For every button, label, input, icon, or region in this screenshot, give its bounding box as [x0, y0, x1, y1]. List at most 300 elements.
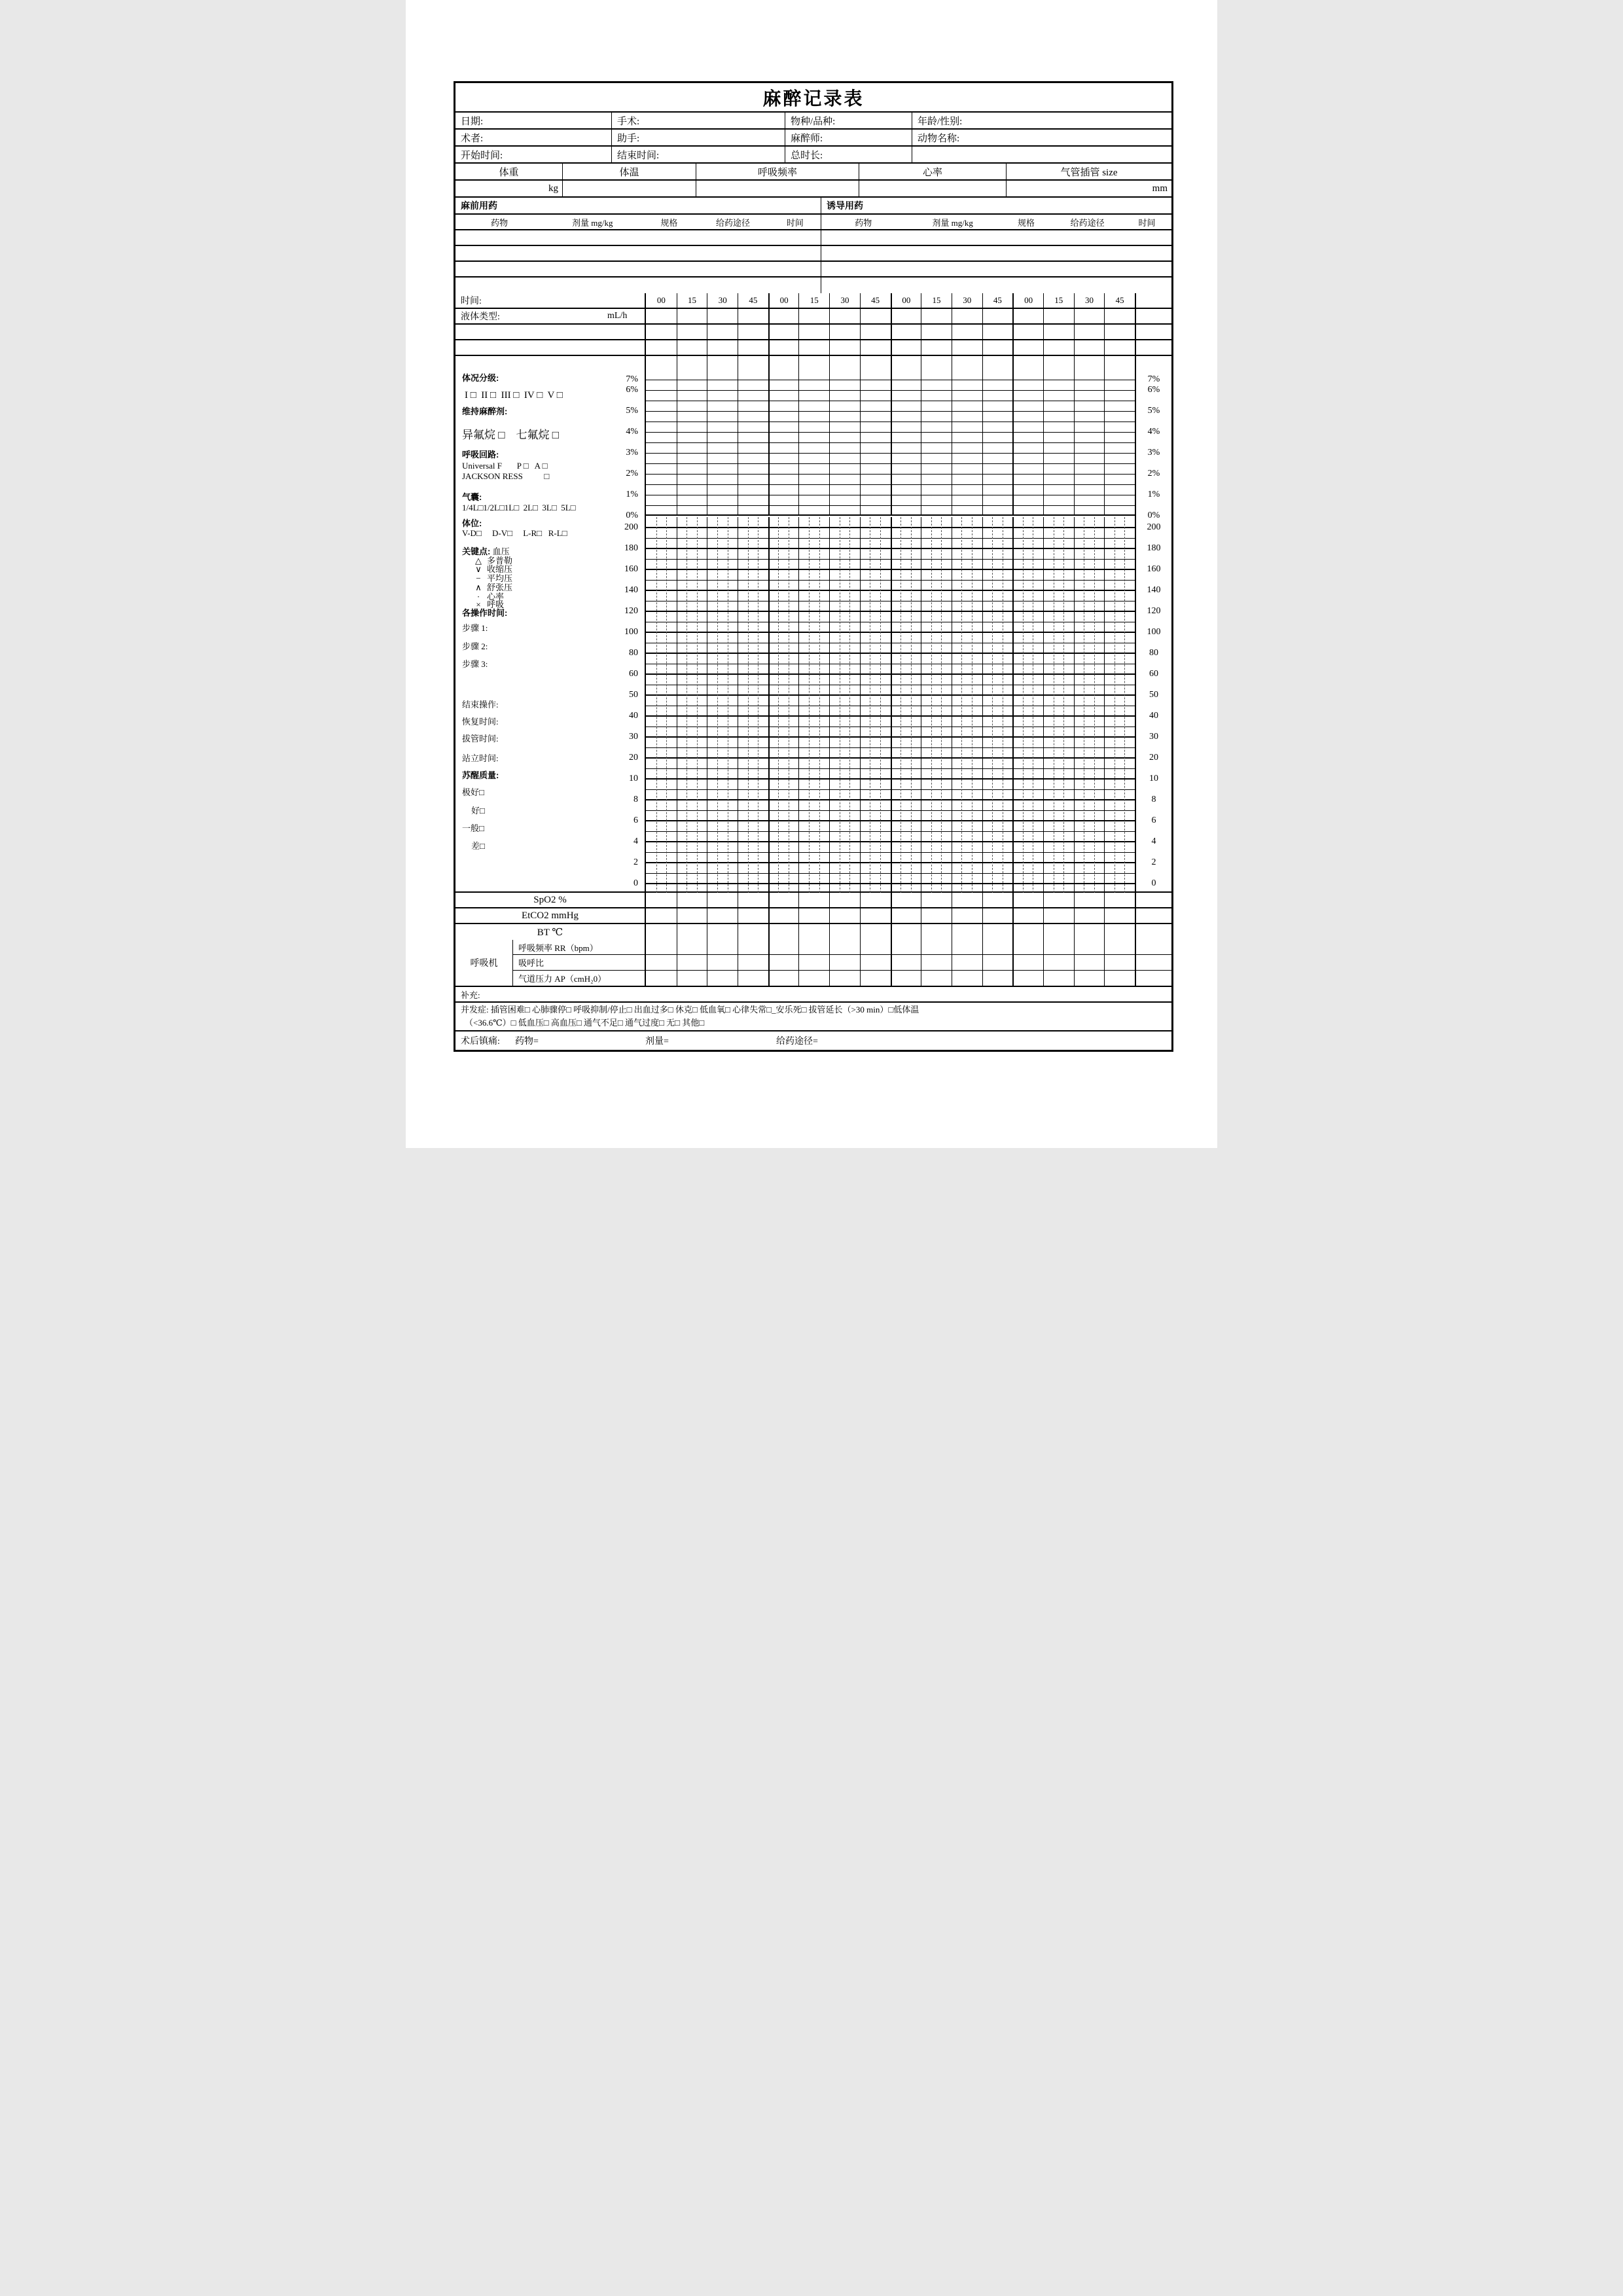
number-scale-label: 40 — [629, 711, 638, 721]
monitor-cell[interactable] — [1104, 924, 1135, 940]
grid-cell[interactable] — [1135, 325, 1171, 339]
ventilator-cell[interactable] — [952, 971, 982, 986]
monitor-cell[interactable] — [677, 908, 707, 923]
number-scale-label: 0 — [1151, 878, 1156, 888]
ventilator-cell[interactable] — [1043, 955, 1074, 969]
grid-cell[interactable] — [798, 325, 829, 339]
info-cell[interactable] — [455, 113, 612, 128]
ventilator-cell[interactable] — [982, 955, 1013, 969]
grid-cell[interactable] — [860, 356, 891, 372]
monitor-cell[interactable] — [1104, 908, 1135, 923]
grid-cell[interactable] — [738, 325, 768, 339]
med-column-label: 给药途径 — [716, 217, 751, 228]
grid-cell[interactable] — [798, 340, 829, 355]
info-cell[interactable] — [785, 130, 912, 145]
ventilator-cell[interactable] — [1135, 940, 1171, 954]
monitor-cell[interactable] — [738, 908, 768, 923]
left-panel-item-label: 站立时间: — [462, 753, 499, 763]
monitor-cell[interactable] — [707, 908, 738, 923]
legend-symbol: − — [476, 573, 481, 583]
fluid-label: 液体类型: — [461, 312, 500, 322]
monitor-cell[interactable] — [1074, 893, 1105, 907]
grid-line-vertical — [1012, 517, 1014, 893]
monitor-cell[interactable] — [921, 924, 952, 940]
monitor-cell[interactable] — [738, 924, 768, 940]
number-scale-label: 4 — [1151, 836, 1156, 846]
fluid-cell[interactable] — [1135, 309, 1171, 323]
monitor-cell[interactable] — [677, 924, 707, 940]
monitor-cell[interactable] — [860, 908, 891, 923]
left-panel-item-label: 收缩压 — [487, 564, 513, 574]
grid-cell[interactable] — [1043, 356, 1074, 372]
ventilator-cell[interactable] — [646, 971, 677, 986]
number-scale-label: 200 — [1147, 522, 1161, 532]
grid-cell[interactable] — [1135, 356, 1171, 372]
monitor-cell[interactable] — [829, 908, 860, 923]
time-cell: 00 — [768, 293, 799, 308]
info-label: 动物名称: — [918, 133, 960, 144]
vitals-unit-cell[interactable]: kg — [455, 181, 563, 196]
five-minute-dashed-line — [911, 517, 912, 893]
ventilator-cell[interactable] — [1135, 955, 1171, 969]
monitor-cell[interactable] — [1012, 924, 1043, 940]
med-columns-half — [821, 215, 1171, 229]
monitor-cell[interactable] — [1074, 924, 1105, 940]
grid-cell[interactable] — [952, 340, 982, 355]
monitor-cell[interactable] — [677, 893, 707, 907]
grid-cell[interactable] — [646, 356, 677, 372]
monitor-label-cell: EtCO2 mmHg — [455, 908, 646, 923]
grid-cell[interactable] — [707, 325, 738, 339]
grid-cell[interactable] — [1074, 340, 1105, 355]
grid-cell[interactable] — [677, 356, 707, 372]
complications-row[interactable] — [455, 1003, 1171, 1031]
five-minute-dashed-line — [1124, 517, 1125, 893]
left-panel-item-label: 好□ — [471, 806, 485, 816]
ventilator-cell[interactable] — [1074, 971, 1105, 986]
left-panel-item-label: 异氟烷 □ 七氟烷 □ — [462, 429, 560, 441]
supplement-row[interactable] — [455, 987, 1171, 1003]
fluid-cell[interactable] — [829, 309, 860, 323]
fluid-cell[interactable] — [1043, 309, 1074, 323]
monitor-cell[interactable] — [829, 893, 860, 907]
info-cell[interactable] — [785, 147, 912, 162]
left-panel-item — [462, 518, 482, 528]
ventilator-cell[interactable] — [1135, 971, 1171, 986]
left-panel-item — [462, 770, 499, 780]
postop-drug-field[interactable]: 药物= — [515, 1037, 539, 1047]
fluid-entry-row — [455, 340, 1171, 356]
left-panel-item-label: 舒张压 — [487, 583, 513, 592]
left-panel-item-label: JACKSON RESS □ — [462, 471, 550, 481]
grid-cell[interactable] — [707, 340, 738, 355]
vitals-header-cell: 心率 — [859, 164, 1007, 179]
monitor-cell[interactable] — [768, 924, 799, 940]
fluid-cell[interactable] — [982, 309, 1013, 323]
percent-scale-label: 2% — [1147, 469, 1160, 478]
grid-line-vertical — [860, 517, 861, 893]
medication-columns-row — [455, 215, 1171, 230]
ventilator-cell[interactable] — [952, 940, 982, 954]
fluid-cell[interactable] — [952, 309, 982, 323]
ventilator-cell[interactable] — [921, 940, 952, 954]
left-panel-item[interactable] — [462, 528, 567, 538]
grid-cell[interactable] — [738, 356, 768, 372]
postop-route-field[interactable]: 给药途径= — [776, 1037, 818, 1047]
monitor-cell[interactable] — [921, 893, 952, 907]
left-panel-item[interactable] — [462, 787, 484, 797]
grid-line-vertical — [1104, 517, 1105, 893]
grid-cell[interactable] — [1074, 325, 1105, 339]
time-cell — [1135, 293, 1171, 308]
ventilator-cell[interactable] — [860, 940, 891, 954]
monitor-cell[interactable] — [982, 908, 1013, 923]
grid-cell[interactable] — [677, 340, 707, 355]
monitor-cell[interactable] — [738, 893, 768, 907]
grid-cell[interactable] — [768, 325, 799, 339]
fluid-entry-rows — [455, 325, 1171, 372]
fluid-cell[interactable] — [860, 309, 891, 323]
left-panel-item[interactable] — [465, 391, 563, 401]
info-cell[interactable] — [612, 113, 785, 128]
info-cell[interactable] — [455, 147, 612, 162]
ventilator-cell[interactable] — [738, 940, 768, 954]
monitor-cell[interactable] — [860, 924, 891, 940]
left-panel-item — [462, 623, 488, 633]
ventilator-cell[interactable] — [1104, 940, 1135, 954]
left-panel-item[interactable] — [462, 430, 559, 440]
ventilator-cell[interactable] — [646, 940, 677, 954]
monitor-cell[interactable] — [798, 924, 829, 940]
info-cell[interactable] — [612, 130, 785, 145]
monitor-cell[interactable] — [707, 893, 738, 907]
five-minute-dashed-line — [666, 517, 667, 893]
med-column-label: 规格 — [1017, 217, 1035, 228]
grid-cell[interactable] — [982, 340, 1013, 355]
fluid-cell[interactable] — [1104, 309, 1135, 323]
fluid-cell[interactable] — [1074, 309, 1105, 323]
ventilator-cell[interactable] — [1012, 940, 1043, 954]
number-scale-label: 140 — [1147, 585, 1161, 595]
med-column-label: 剂量 mg/kg — [571, 217, 613, 228]
monitor-cell[interactable] — [646, 924, 677, 940]
grid-cell[interactable] — [891, 356, 921, 372]
monitor-cell[interactable] — [1135, 893, 1171, 907]
grid-cell[interactable] — [829, 356, 860, 372]
info-cell[interactable] — [912, 147, 1171, 162]
vitals-unit-cell[interactable]: mm — [1152, 183, 1168, 194]
ventilator-cell[interactable] — [738, 971, 768, 986]
time-cell: 45 — [860, 293, 891, 308]
monitor-cell[interactable] — [707, 924, 738, 940]
postop-analgesia-row[interactable] — [455, 1031, 1171, 1050]
grid-cell[interactable] — [982, 356, 1013, 372]
ventilator-cell[interactable] — [921, 971, 952, 986]
monitor-cell[interactable] — [1135, 924, 1171, 940]
time-cell: 30 — [829, 293, 860, 308]
grid-cell[interactable] — [1104, 340, 1135, 355]
left-panel-item — [462, 373, 499, 383]
vitals-unit-cell[interactable] — [859, 181, 1007, 196]
ventilator-cell[interactable] — [646, 955, 677, 969]
grid-cell[interactable] — [677, 325, 707, 339]
monitor-cell[interactable] — [1043, 893, 1074, 907]
fluid-cell[interactable] — [677, 309, 707, 323]
monitor-cell[interactable] — [768, 893, 799, 907]
fluid-entry-label-cell[interactable] — [455, 356, 646, 372]
ventilator-cell[interactable] — [1074, 940, 1105, 954]
grid-cell[interactable] — [738, 340, 768, 355]
monitor-cell[interactable] — [982, 924, 1013, 940]
medication-section-titles — [455, 198, 1171, 215]
ventilator-cell[interactable] — [891, 955, 921, 969]
left-panel-item-label: 呼吸回路: — [462, 450, 499, 459]
left-panel-item[interactable] — [462, 471, 549, 481]
grid-cell[interactable] — [1012, 340, 1043, 355]
info-label: 总时长: — [791, 150, 823, 161]
complications-line1[interactable]: 并发症: 插管困难□ 心肺骤停□ 呼吸抑制/停止□ 出血过多□ 休克□ 低血氧□ 心律失常□_安乐死□ 拔管延长（>30 min）□低体温 — [461, 1005, 919, 1014]
info-cell[interactable] — [455, 130, 612, 145]
number-scale-label: 2 — [1151, 857, 1156, 867]
monitor-cell[interactable] — [921, 908, 952, 923]
grid-line-vertical — [1012, 372, 1014, 514]
monitor-cell[interactable] — [798, 908, 829, 923]
fluid-cell[interactable] — [798, 309, 829, 323]
grid-cell[interactable] — [891, 340, 921, 355]
med-column-label: 给药途径 — [1070, 217, 1105, 228]
monitor-cell[interactable] — [952, 893, 982, 907]
fluid-cell[interactable] — [768, 309, 799, 323]
grid-cell[interactable] — [1104, 325, 1135, 339]
left-panel-item-label: 步骤 2: — [462, 641, 488, 651]
ventilator-cell[interactable] — [982, 971, 1013, 986]
ventilator-cell[interactable] — [829, 971, 860, 986]
info-label: 结束时间: — [617, 150, 660, 161]
left-panel-item[interactable] — [462, 823, 484, 833]
percent-scale-label: 5% — [1147, 406, 1160, 416]
fluid-cell[interactable] — [646, 309, 677, 323]
five-minute-dashed-line — [809, 517, 810, 893]
number-scale-label: 60 — [629, 669, 638, 679]
monitor-cell[interactable] — [1012, 908, 1043, 923]
scanned-page — [406, 0, 1217, 1148]
ventilator-cell[interactable] — [1043, 971, 1074, 986]
ventilator-cell[interactable] — [798, 955, 829, 969]
left-panel-item-label: 步骤 1: — [462, 623, 488, 633]
grid-cell[interactable] — [798, 356, 829, 372]
med-entry-cell-left[interactable] — [455, 246, 821, 260]
left-panel-item-label: 步骤 3: — [462, 659, 488, 669]
ventilator-cell[interactable] — [798, 940, 829, 954]
fluid-cell[interactable] — [738, 309, 768, 323]
med-entry-cell-left[interactable] — [455, 262, 821, 276]
ventilator-cell[interactable] — [860, 955, 891, 969]
ventilator-cell[interactable] — [768, 940, 799, 954]
monitor-cell[interactable] — [891, 893, 921, 907]
med-entry-cell-right[interactable] — [821, 246, 1171, 260]
grid-cell[interactable] — [921, 325, 952, 339]
info-label: 开始时间: — [461, 150, 503, 161]
grid-cell[interactable] — [982, 325, 1013, 339]
vitals-header-cell: 气管插管 size — [1060, 167, 1118, 178]
percent-scale-label: 7% — [1147, 374, 1160, 384]
grid-cell[interactable] — [921, 356, 952, 372]
monitor-cell[interactable] — [829, 924, 860, 940]
ventilator-cell[interactable] — [952, 955, 982, 969]
monitor-cell[interactable] — [891, 908, 921, 923]
ventilator-cell[interactable] — [860, 971, 891, 986]
ventilator-cell[interactable] — [707, 940, 738, 954]
anesthetic-percent-grid[interactable] — [646, 372, 1135, 516]
left-panel-item — [470, 564, 512, 574]
monitor-cell[interactable] — [646, 908, 677, 923]
grid-cell[interactable] — [707, 356, 738, 372]
vitals-unit-cell[interactable] — [696, 181, 859, 196]
monitor-cell[interactable] — [982, 893, 1013, 907]
monitor-cell[interactable] — [1104, 893, 1135, 907]
grid-cell[interactable] — [1135, 340, 1171, 355]
legend-symbol: · — [476, 592, 480, 601]
time-cell: 30 — [1074, 293, 1105, 308]
info-label: 物种/品种: — [791, 116, 836, 127]
info-cell[interactable] — [785, 113, 912, 128]
ventilator-cell[interactable] — [798, 971, 829, 986]
ventilator-cell[interactable] — [1104, 955, 1135, 969]
percent-scale-label: 6% — [626, 385, 638, 395]
ventilator-cell[interactable] — [1043, 940, 1074, 954]
grid-cell[interactable] — [1104, 356, 1135, 372]
info-cell[interactable] — [912, 130, 1171, 145]
med-entry-cell-left[interactable] — [455, 278, 821, 293]
number-scale-label: 80 — [1149, 648, 1158, 658]
monitor-cell[interactable] — [952, 908, 982, 923]
left-panel-item — [462, 547, 510, 556]
ventilator-cell[interactable] — [738, 955, 768, 969]
monitor-label-cell: BT ℃ — [455, 924, 646, 940]
fluid-cell[interactable] — [707, 309, 738, 323]
monitor-cell[interactable] — [1074, 908, 1105, 923]
grid-cell[interactable] — [1012, 325, 1043, 339]
ventilator-cell[interactable] — [891, 971, 921, 986]
fluid-cell[interactable] — [1012, 309, 1043, 323]
grid-cell[interactable] — [952, 356, 982, 372]
number-scale-label: 20 — [1149, 753, 1158, 762]
percent-scale-label: 4% — [626, 427, 638, 437]
ventilator-cell[interactable] — [677, 955, 707, 969]
monitor-row — [455, 893, 1171, 908]
med-entry-cell-left[interactable] — [455, 230, 821, 245]
ventilator-cell[interactable] — [768, 971, 799, 986]
fluid-cell[interactable] — [921, 309, 952, 323]
ventilator-cell[interactable] — [1012, 971, 1043, 986]
info-cell[interactable] — [912, 113, 1171, 128]
grid-cell[interactable] — [1012, 356, 1043, 372]
fluid-cell[interactable] — [891, 309, 921, 323]
time-cell: 45 — [982, 293, 1013, 308]
grid-cell[interactable] — [829, 325, 860, 339]
number-scale-label: 50 — [629, 690, 638, 700]
postop-dose-field[interactable]: 剂量= — [645, 1037, 669, 1047]
left-panel-item[interactable] — [462, 461, 547, 471]
grid-cell[interactable] — [1043, 340, 1074, 355]
ventilator-cell[interactable] — [1074, 955, 1105, 969]
med-entry-cell-right[interactable] — [821, 230, 1171, 245]
ventilator-cell[interactable] — [982, 940, 1013, 954]
ventilator-cell[interactable] — [921, 955, 952, 969]
vitals-plot-grid[interactable] — [646, 517, 1135, 893]
grid-cell[interactable] — [829, 340, 860, 355]
monitor-cell[interactable] — [1043, 924, 1074, 940]
ventilator-cell[interactable] — [829, 940, 860, 954]
ventilator-label-cell — [455, 940, 513, 986]
left-panel-item[interactable] — [462, 503, 575, 512]
ventilator-cell[interactable] — [1104, 971, 1135, 986]
med-entry-cell-right[interactable] — [821, 262, 1171, 276]
ventilator-cell[interactable] — [707, 955, 738, 969]
vitals-header-cell: 体温 — [563, 164, 696, 179]
ventilator-cell[interactable] — [707, 971, 738, 986]
grid-cell[interactable] — [921, 340, 952, 355]
ventilator-cell[interactable] — [1012, 955, 1043, 969]
info-cell[interactable] — [612, 147, 785, 162]
grid-cell[interactable] — [891, 325, 921, 339]
monitor-cell[interactable] — [952, 924, 982, 940]
left-panel-item[interactable] — [471, 841, 485, 851]
percent-scale-label: 1% — [1147, 490, 1160, 499]
ventilator-cell[interactable] — [829, 955, 860, 969]
left-panel-item — [462, 608, 507, 618]
grid-cell[interactable] — [1074, 356, 1105, 372]
monitor-cell[interactable] — [1012, 893, 1043, 907]
ventilator-cell[interactable] — [677, 940, 707, 954]
left-panel-item-label: 各操作时间: — [462, 608, 508, 618]
complications-line2[interactable]: （<36.6℃）□ 低血压□ 高血压□ 通气不足□ 通气过度□ 无□ 其他□ — [465, 1018, 705, 1028]
grid-cell[interactable] — [952, 325, 982, 339]
number-scale-label: 100 — [624, 627, 638, 637]
ventilator-cell[interactable] — [891, 940, 921, 954]
grid-cell[interactable] — [860, 340, 891, 355]
ventilator-cell[interactable] — [768, 955, 799, 969]
monitor-cell[interactable] — [860, 893, 891, 907]
grid-cell[interactable] — [1043, 325, 1074, 339]
five-minute-dashed-line — [1023, 517, 1024, 893]
monitor-cell[interactable] — [646, 893, 677, 907]
fluid-entry-label-cell[interactable] — [455, 325, 646, 339]
monitor-cell[interactable] — [798, 893, 829, 907]
left-panel-item-label: 气囊: — [462, 492, 482, 502]
number-scale-label: 6 — [633, 816, 638, 825]
left-panel-item[interactable] — [471, 806, 485, 816]
vitals-unit-cell[interactable] — [563, 181, 696, 196]
time-cell: 15 — [677, 293, 707, 308]
grid-cell[interactable] — [768, 356, 799, 372]
med-entry-row — [455, 278, 1171, 293]
left-panel-item — [462, 492, 482, 502]
grid-cell[interactable] — [860, 325, 891, 339]
monitor-cell[interactable] — [891, 924, 921, 940]
med-entry-cell-right[interactable] — [821, 278, 1171, 293]
grid-cell[interactable] — [768, 340, 799, 355]
grid-line-vertical — [1104, 372, 1105, 514]
monitor-cell[interactable] — [768, 908, 799, 923]
monitor-cell[interactable] — [1135, 908, 1171, 923]
ventilator-cell[interactable] — [677, 971, 707, 986]
monitor-cell[interactable] — [1043, 908, 1074, 923]
fluid-entry-label-cell[interactable] — [455, 340, 646, 355]
med-column-label: 药物 — [855, 217, 872, 228]
grid-cell[interactable] — [646, 340, 677, 355]
grid-cell[interactable] — [646, 325, 677, 339]
